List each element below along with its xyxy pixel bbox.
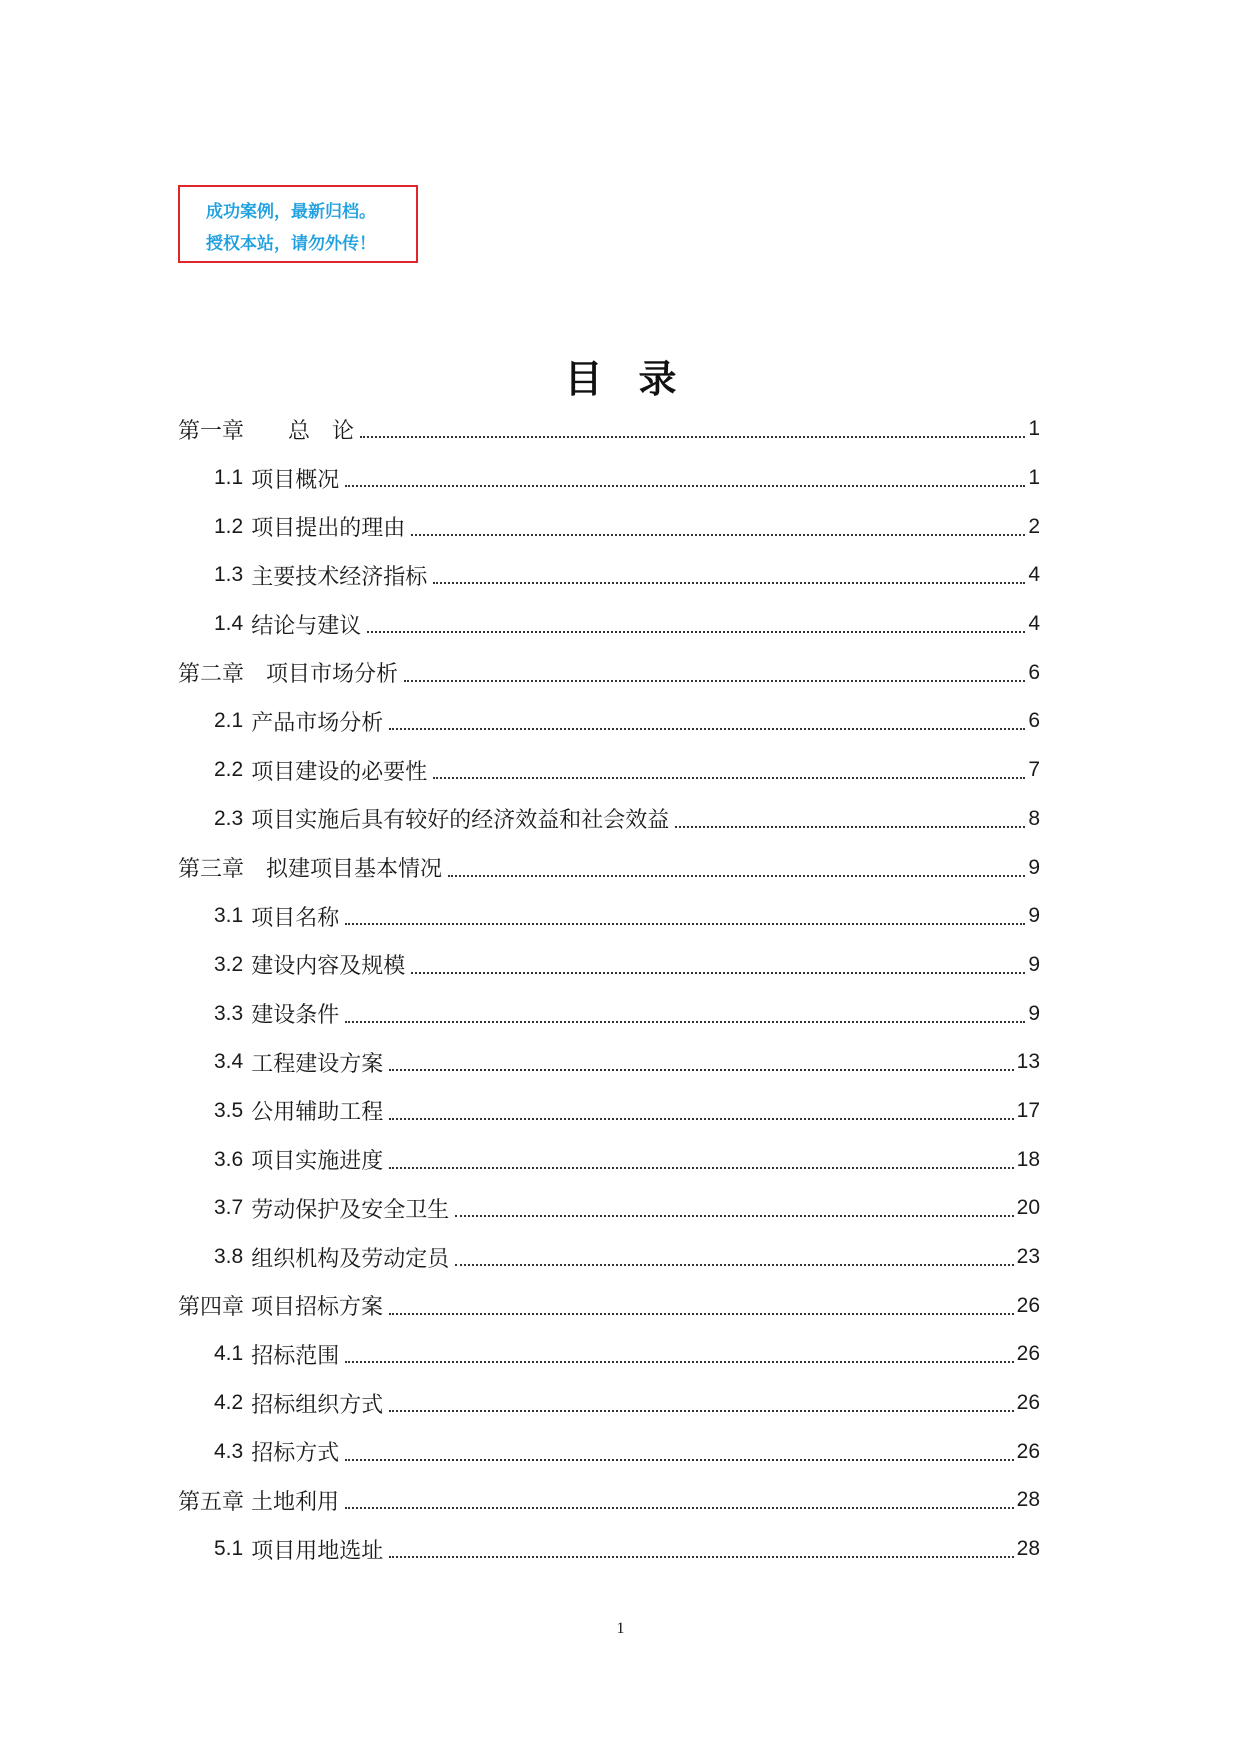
toc-section-entry[interactable]	[178, 1135, 1040, 1184]
toc-dot-leader	[433, 582, 1025, 584]
toc-entry-title: 第四章 项目招标方案	[178, 1295, 383, 1321]
toc-entry-title: 组织机构及劳动定员	[251, 1246, 450, 1272]
toc-dot-leader	[345, 923, 1025, 925]
toc-section-entry[interactable]	[178, 989, 1040, 1038]
toc-entry-number: 1.3	[214, 563, 244, 587]
toc-entry-page: 9	[1028, 904, 1040, 928]
toc-entry-page: 8	[1028, 806, 1040, 830]
toc-dot-leader	[345, 485, 1025, 487]
toc-entry-title: 招标范围	[251, 1343, 340, 1369]
toc-entry-number: 2.2	[214, 758, 244, 782]
toc-section-entry[interactable]	[178, 746, 1040, 795]
toc-dot-leader	[367, 631, 1025, 633]
toc-chapter-entry[interactable]	[178, 648, 1040, 697]
stamp-line-2: 授权本站，请勿外传！	[206, 234, 376, 254]
toc-entry-number: 4.3	[214, 1439, 244, 1463]
toc-entry-page: 4	[1028, 612, 1040, 636]
toc-dot-leader	[345, 1507, 1014, 1509]
toc-entry-title: 项目建设的必要性	[251, 759, 428, 785]
toc-entry-page: 20	[1016, 1196, 1040, 1220]
toc-entry-number: 3.7	[214, 1196, 244, 1220]
toc-entry-number: 3.3	[214, 1001, 244, 1025]
toc-dot-leader	[360, 436, 1025, 438]
watermark-stamp	[178, 185, 418, 263]
toc-entry-page: 6	[1028, 709, 1040, 733]
toc-entry-title: 项目实施后具有较好的经济效益和社会效益	[251, 808, 670, 834]
toc-entry-title: 项目用地选址	[251, 1538, 384, 1564]
toc-section-entry[interactable]	[178, 892, 1040, 941]
toc-entry-page: 9	[1028, 1001, 1040, 1025]
toc-dot-leader	[455, 1215, 1013, 1217]
toc-section-entry[interactable]	[178, 1379, 1040, 1428]
toc-dot-leader	[389, 1556, 1013, 1558]
toc-entry-page: 2	[1028, 514, 1040, 538]
toc-entry-number: 1.1	[214, 466, 244, 490]
toc-dot-leader	[448, 875, 1025, 877]
toc-section-entry[interactable]	[178, 1330, 1040, 1379]
toc-section-entry[interactable]	[178, 1233, 1040, 1282]
toc-entry-title: 招标方式	[251, 1441, 340, 1467]
toc-entry-number: 1.4	[214, 612, 244, 636]
toc-entry-page: 7	[1028, 758, 1040, 782]
toc-section-entry[interactable]	[178, 1087, 1040, 1136]
toc-entry-page: 1	[1028, 466, 1040, 490]
toc-dot-leader	[389, 728, 1025, 730]
toc-entry-page: 26	[1016, 1293, 1040, 1317]
toc-dot-leader	[404, 680, 1025, 682]
toc-chapter-entry[interactable]	[178, 843, 1040, 892]
toc-entry-number: 3.2	[214, 952, 244, 976]
toc-entry-page: 26	[1016, 1439, 1040, 1463]
toc-dot-leader	[389, 1118, 1013, 1120]
toc-entry-page: 1	[1028, 417, 1040, 441]
toc-entry-number: 2.3	[214, 806, 244, 830]
toc-entry-page: 9	[1028, 952, 1040, 976]
toc-section-entry[interactable]	[178, 1525, 1040, 1574]
toc-dot-leader	[389, 1069, 1013, 1071]
toc-entry-title: 公用辅助工程	[251, 1100, 384, 1126]
toc-entry-page: 23	[1016, 1245, 1040, 1269]
toc-entry-number: 1.2	[214, 514, 244, 538]
toc-entry-title: 项目提出的理由	[251, 516, 406, 542]
toc-section-entry[interactable]	[178, 551, 1040, 600]
toc-entry-title: 建设条件	[251, 1003, 340, 1029]
toc-section-entry[interactable]	[178, 941, 1040, 990]
toc-chapter-entry[interactable]	[178, 1476, 1040, 1525]
toc-entry-title: 结论与建议	[251, 613, 362, 639]
toc-entry-number: 3.8	[214, 1245, 244, 1269]
toc-dot-leader	[433, 777, 1025, 779]
toc-entry-title: 主要技术经济指标	[251, 564, 428, 590]
toc-entry-title: 项目概况	[251, 467, 340, 493]
toc-entry-page: 6	[1028, 660, 1040, 684]
toc-section-entry[interactable]	[178, 697, 1040, 746]
toc-entry-number: 5.1	[214, 1537, 244, 1561]
toc-entry-number: 3.1	[214, 904, 244, 928]
toc-section-entry[interactable]	[178, 502, 1040, 551]
toc-entry-number: 4.1	[214, 1342, 244, 1366]
page-title: 目录	[564, 357, 713, 401]
toc-dot-leader	[345, 1459, 1013, 1461]
toc-entry-page: 26	[1016, 1342, 1040, 1366]
page-number: 1	[616, 1620, 625, 1637]
toc-entry-number: 3.4	[214, 1050, 244, 1074]
toc-section-entry[interactable]	[178, 1427, 1040, 1476]
table-of-contents	[178, 405, 1040, 1574]
toc-entry-title: 劳动保护及安全卫生	[251, 1197, 450, 1223]
toc-entry-page: 28	[1016, 1537, 1040, 1561]
toc-chapter-entry[interactable]	[178, 1281, 1040, 1330]
toc-entry-title: 招标组织方式	[251, 1392, 384, 1418]
toc-section-entry[interactable]	[178, 600, 1040, 649]
toc-dot-leader	[389, 1313, 1014, 1315]
toc-entry-title: 第一章 总 论	[178, 418, 355, 444]
toc-entry-page: 9	[1028, 855, 1040, 879]
toc-section-entry[interactable]	[178, 1038, 1040, 1087]
toc-entry-title: 项目实施进度	[251, 1149, 384, 1175]
toc-dot-leader	[345, 1021, 1025, 1023]
toc-dot-leader	[455, 1264, 1013, 1266]
toc-entry-number: 4.2	[214, 1391, 244, 1415]
toc-section-entry[interactable]	[178, 454, 1040, 503]
toc-entry-title: 项目名称	[251, 905, 340, 931]
toc-entry-title: 工程建设方案	[251, 1051, 384, 1077]
toc-entry-title: 产品市场分析	[251, 710, 384, 736]
toc-dot-leader	[675, 826, 1025, 828]
toc-section-entry[interactable]	[178, 795, 1040, 844]
toc-chapter-entry[interactable]	[178, 405, 1040, 454]
toc-entry-title: 第五章 土地利用	[178, 1489, 339, 1515]
toc-entry-page: 17	[1016, 1098, 1040, 1122]
toc-entry-number: 3.6	[214, 1147, 244, 1171]
toc-entry-number: 2.1	[214, 709, 244, 733]
toc-dot-leader	[411, 534, 1025, 536]
toc-entry-page: 26	[1016, 1391, 1040, 1415]
toc-dot-leader	[411, 972, 1025, 974]
toc-dot-leader	[389, 1167, 1013, 1169]
toc-entry-page: 18	[1016, 1147, 1040, 1171]
toc-entry-number: 3.5	[214, 1098, 244, 1122]
toc-entry-page: 4	[1028, 563, 1040, 587]
stamp-line-1: 成功案例，最新归档。	[206, 202, 376, 222]
toc-entry-title: 建设内容及规模	[251, 954, 406, 980]
toc-entry-title: 第三章 拟建项目基本情况	[178, 857, 443, 883]
toc-entry-page: 28	[1016, 1488, 1040, 1512]
toc-entry-title: 第二章 项目市场分析	[178, 662, 399, 688]
toc-entry-page: 13	[1016, 1050, 1040, 1074]
toc-dot-leader	[345, 1361, 1013, 1363]
toc-dot-leader	[389, 1410, 1013, 1412]
toc-section-entry[interactable]	[178, 1184, 1040, 1233]
